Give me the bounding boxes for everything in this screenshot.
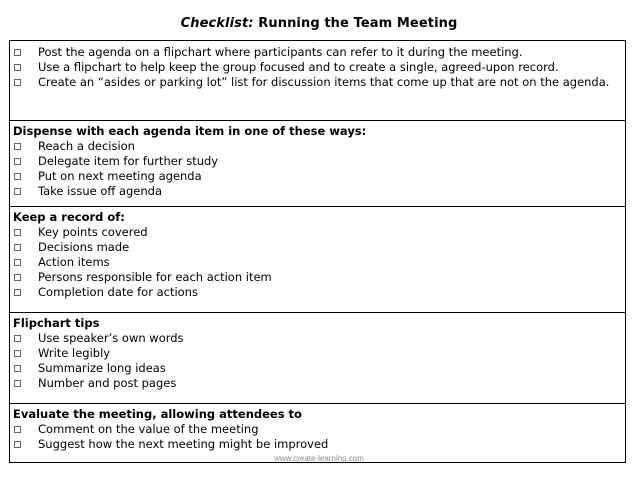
item-text: Use speaker’s own words <box>38 331 184 345</box>
section-heading: Flipchart tips <box>13 316 100 330</box>
item-text: Create an “asides or parking lot” list for discussion items that come up that are not on the agenda. <box>38 75 610 89</box>
list-item <box>13 154 621 169</box>
list-item <box>13 255 621 270</box>
list-item <box>13 376 621 391</box>
list-item <box>13 331 621 346</box>
list-item <box>13 225 621 240</box>
checkbox-icon[interactable] <box>14 244 21 251</box>
page-title <box>0 16 638 31</box>
item-text: Write legibly <box>38 346 111 360</box>
item-text: Action items <box>38 255 110 269</box>
checkbox-icon[interactable] <box>14 365 21 372</box>
item-text: Persons responsible for each action item <box>38 270 272 284</box>
list-item <box>13 184 621 199</box>
list-item <box>13 75 621 90</box>
list-item <box>13 169 621 184</box>
item-text: Delegate item for further study <box>38 154 219 168</box>
item-text: Suggest how the next meeting might be improved <box>38 437 329 451</box>
item-text: Key points covered <box>38 225 148 239</box>
checkbox-icon[interactable] <box>14 79 21 86</box>
list-item <box>13 285 621 300</box>
checkbox-icon[interactable] <box>14 441 21 448</box>
list-item <box>13 60 621 75</box>
section-flipchart-tips <box>10 312 625 403</box>
item-text: Take issue off agenda <box>38 184 163 198</box>
checkbox-icon[interactable] <box>14 173 21 180</box>
item-text: Comment on the value of the meeting <box>38 422 259 436</box>
item-text: Decisions made <box>38 240 130 254</box>
list-item <box>13 346 621 361</box>
list-item <box>13 45 621 60</box>
section-heading: Dispense with each agenda item in one of these ways: <box>13 124 367 138</box>
checkbox-icon[interactable] <box>14 259 21 266</box>
item-text: Post the agenda on a flipchart where participants can refer to it during the meeting. <box>38 45 523 59</box>
checkbox-icon[interactable] <box>14 335 21 342</box>
item-text: Use a flipchart to help keep the group focused and to create a single, agreed-upon record. <box>38 60 559 74</box>
checkbox-icon[interactable] <box>14 289 21 296</box>
footer-url: www.create-learning.com <box>274 454 364 463</box>
list-item <box>13 361 621 376</box>
checkbox-icon[interactable] <box>14 143 21 150</box>
item-text: Completion date for actions <box>38 285 198 299</box>
section-dispense-items <box>10 120 625 206</box>
checkbox-icon[interactable] <box>14 229 21 236</box>
list-item <box>13 270 621 285</box>
list-item <box>13 240 621 255</box>
list-item <box>13 437 621 452</box>
section-heading: Keep a record of: <box>13 210 125 224</box>
title-text: Running the Team Meeting <box>253 16 458 31</box>
item-text: Put on next meeting agenda <box>38 169 202 183</box>
item-text: Reach a decision <box>38 139 135 153</box>
checkbox-icon[interactable] <box>14 49 21 56</box>
checkbox-icon[interactable] <box>14 188 21 195</box>
checkbox-icon[interactable] <box>14 350 21 357</box>
checkbox-icon[interactable] <box>14 380 21 387</box>
checkbox-icon[interactable] <box>14 64 21 71</box>
section-flipchart-agenda <box>10 41 625 120</box>
checklist-table <box>9 40 626 463</box>
section-keep-record <box>10 206 625 312</box>
checkbox-icon[interactable] <box>14 158 21 165</box>
checkbox-icon[interactable] <box>14 274 21 281</box>
title-lead: Checklist: <box>180 16 254 31</box>
list-item <box>13 422 621 437</box>
checkbox-icon[interactable] <box>14 426 21 433</box>
item-text: Summarize long ideas <box>38 361 166 375</box>
list-item <box>13 139 621 154</box>
item-text: Number and post pages <box>38 376 177 390</box>
section-heading: Evaluate the meeting, allowing attendees to <box>13 407 302 421</box>
